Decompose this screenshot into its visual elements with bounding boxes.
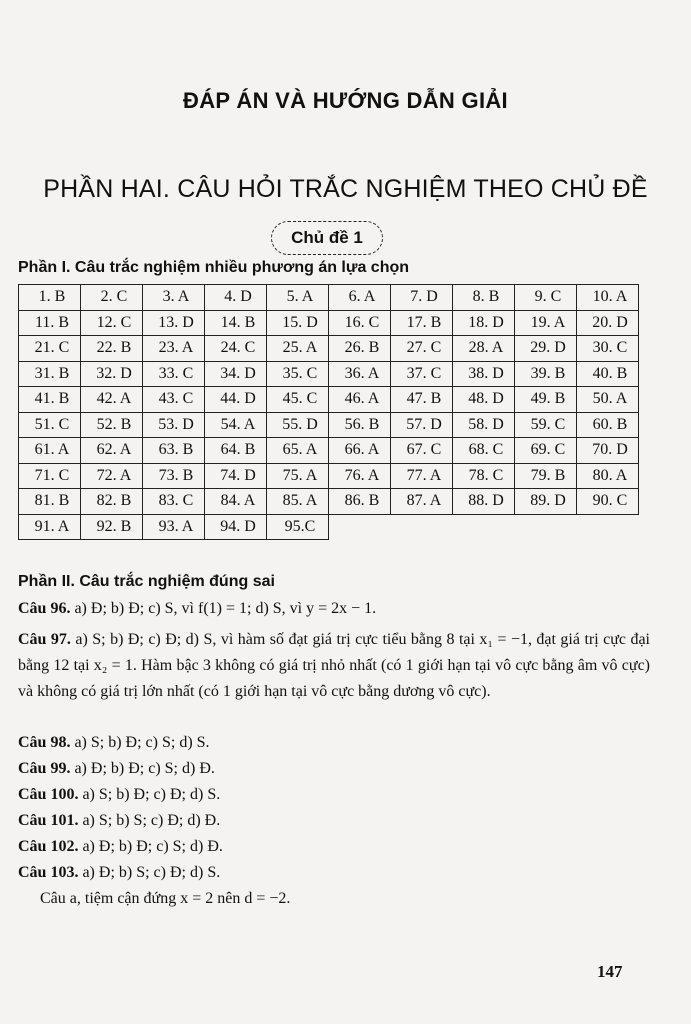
answer-cell: 82. B [81, 489, 143, 515]
section2-title: Phần II. Câu trắc nghiệm đúng sai [18, 573, 275, 590]
answer-row [19, 310, 639, 336]
answer-cell: 87. A [391, 489, 453, 515]
answer-cell: 76. A [329, 463, 391, 489]
answer-cell: 28. A [453, 336, 515, 362]
answer-cell: 31. B [19, 361, 81, 387]
question-label: Câu 100. [18, 786, 79, 803]
answer-cell: 64. B [205, 438, 267, 464]
part-title: PHẦN HAI. CÂU HỎI TRẮC NGHIỆM THEO CHỦ ĐỀ [43, 175, 648, 203]
question-text: a) S; b) S; c) Đ; d) Đ. [78, 812, 221, 829]
answer-cell: 37. C [391, 361, 453, 387]
answer-row [19, 463, 639, 489]
answer-cell: 22. B [81, 336, 143, 362]
answer-cell: 90. C [577, 489, 639, 515]
answer-cell: 34. D [205, 361, 267, 387]
answer-cell: 30. C [577, 336, 639, 362]
answer-cell: 53. D [143, 412, 205, 438]
question-text: a) S; b) Đ; c) Đ; d) S, vì hàm số đạt giá trị cực tiểu bằng 8 tại x₁ = −1, đạt giá trị cực đại bằng 12 tại x₂ = 1. Hàm bậc 3 không có giá trị nhỏ nhất (có 1 giới hạn tại vô cực bằng âm vô cực) và không có giá trị lớn nhất (có 1 giới hạn tại vô cực bằng dương vô cực). [18, 631, 651, 700]
section1-title: Phần I. Câu trắc nghiệm nhiều phương án lựa chọn [18, 259, 410, 276]
answer-cell: 54. A [205, 412, 267, 438]
answer-cell: 45. C [267, 387, 329, 413]
answer-cell: 36. A [329, 361, 391, 387]
question-label: Câu 103. [18, 864, 79, 881]
answer-cell: 88. D [453, 489, 515, 515]
question-102 [18, 834, 650, 860]
answer-cell: 66. A [329, 438, 391, 464]
answer-cell: 42. A [81, 387, 143, 413]
heading: ĐÁP ÁN VÀ HƯỚNG DẪN GIẢI [183, 88, 508, 113]
answer-cell: 35. C [267, 361, 329, 387]
question-text: a) Đ; b) Đ; c) S, vì f(1) = 1; d) S, vì y = 2x − 1. [70, 600, 377, 617]
question-text: a) Đ; b) Đ; c) S; d) Đ. [78, 838, 223, 855]
answer-cell: 95.C [267, 514, 329, 540]
answer-cell: 21. C [19, 336, 81, 362]
answer-cell [329, 514, 391, 540]
answer-cell: 47. B [391, 387, 453, 413]
answer-cell: 38. D [453, 361, 515, 387]
answer-cell: 49. B [515, 387, 577, 413]
question-text: a) S; b) Đ; c) S; d) S. [70, 734, 210, 751]
answer-cell: 41. B [19, 387, 81, 413]
answer-cell: 85. A [267, 489, 329, 515]
answer-cell: 26. B [329, 336, 391, 362]
answer-cell: 2. C [81, 285, 143, 311]
answer-cell: 60. B [577, 412, 639, 438]
question-label: Câu 97. [18, 631, 71, 648]
question-label: Câu 96. [18, 600, 71, 617]
answer-row [19, 336, 639, 362]
answer-cell: 46. A [329, 387, 391, 413]
question-103 [18, 860, 650, 886]
answer-cell: 81. B [19, 489, 81, 515]
answer-cell: 67. C [391, 438, 453, 464]
answer-cell: 78. C [453, 463, 515, 489]
answer-cell: 18. D [453, 310, 515, 336]
answer-cell: 92. B [81, 514, 143, 540]
answer-row [19, 514, 639, 540]
question-98 [18, 730, 650, 756]
answer-cell: 80. A [577, 463, 639, 489]
answer-cell: 7. D [391, 285, 453, 311]
answer-cell: 24. C [205, 336, 267, 362]
topic-badge: Chủ đề 1 [271, 221, 383, 255]
answer-row [19, 412, 639, 438]
answer-cell: 71. C [19, 463, 81, 489]
answer-cell: 79. B [515, 463, 577, 489]
answer-row [19, 387, 639, 413]
answer-cell: 65. A [267, 438, 329, 464]
answer-cell: 57. D [391, 412, 453, 438]
note: Câu a, tiệm cận đứng x = 2 nên d = −2. [40, 890, 291, 907]
answer-cell: 11. B [19, 310, 81, 336]
answer-cell: 89. D [515, 489, 577, 515]
answer-cell: 32. D [81, 361, 143, 387]
answer-cell: 12. C [81, 310, 143, 336]
answer-cell: 91. A [19, 514, 81, 540]
answer-row [19, 361, 639, 387]
answer-cell: 14. B [205, 310, 267, 336]
question-label: Câu 98. [18, 734, 71, 751]
answer-cell: 43. C [143, 387, 205, 413]
answer-cell: 23. A [143, 336, 205, 362]
answer-cell: 73. B [143, 463, 205, 489]
answer-table [18, 284, 639, 540]
question-text: a) Đ; b) Đ; c) S; d) Đ. [70, 760, 215, 777]
answer-cell [453, 514, 515, 540]
answer-cell: 94. D [205, 514, 267, 540]
answer-cell: 17. B [391, 310, 453, 336]
answer-cell: 25. A [267, 336, 329, 362]
answer-cell: 27. C [391, 336, 453, 362]
answer-cell: 84. A [205, 489, 267, 515]
answer-cell: 20. D [577, 310, 639, 336]
answer-cell: 59. C [515, 412, 577, 438]
answer-cell: 72. A [81, 463, 143, 489]
answer-row [19, 489, 639, 515]
answer-cell: 5. A [267, 285, 329, 311]
answer-cell: 52. B [81, 412, 143, 438]
answer-cell: 44. D [205, 387, 267, 413]
answer-cell [515, 514, 577, 540]
answer-cell: 77. A [391, 463, 453, 489]
answer-cell: 33. C [143, 361, 205, 387]
answer-cell: 70. D [577, 438, 639, 464]
answer-cell: 29. D [515, 336, 577, 362]
question-96 [18, 596, 650, 622]
question-text: a) S; b) Đ; c) Đ; d) S. [78, 786, 221, 803]
answer-cell: 10. A [577, 285, 639, 311]
answer-cell: 68. C [453, 438, 515, 464]
answer-cell: 62. A [81, 438, 143, 464]
answer-cell: 16. C [329, 310, 391, 336]
answer-cell: 8. B [453, 285, 515, 311]
answer-cell: 83. C [143, 489, 205, 515]
question-label: Câu 101. [18, 812, 79, 829]
answer-cell: 1. B [19, 285, 81, 311]
question-label: Câu 99. [18, 760, 71, 777]
answer-cell: 86. B [329, 489, 391, 515]
answer-cell: 39. B [515, 361, 577, 387]
answer-row [19, 438, 639, 464]
answer-cell: 58. D [453, 412, 515, 438]
question-97 [18, 627, 650, 705]
answer-cell: 93. A [143, 514, 205, 540]
question-text: a) Đ; b) S; c) Đ; d) S. [78, 864, 221, 881]
answer-cell: 48. D [453, 387, 515, 413]
answer-cell: 15. D [267, 310, 329, 336]
answer-cell: 19. A [515, 310, 577, 336]
answer-cell: 75. A [267, 463, 329, 489]
answer-cell: 61. A [19, 438, 81, 464]
question-101 [18, 808, 650, 834]
answer-cell: 56. B [329, 412, 391, 438]
answer-cell: 50. A [577, 387, 639, 413]
answer-cell [577, 514, 639, 540]
page-number: 147 [597, 962, 623, 981]
answer-cell [391, 514, 453, 540]
question-100 [18, 782, 650, 808]
question-label: Câu 102. [18, 838, 79, 855]
answer-cell: 9. C [515, 285, 577, 311]
answer-cell: 69. C [515, 438, 577, 464]
answer-cell: 3. A [143, 285, 205, 311]
answer-cell: 74. D [205, 463, 267, 489]
answer-cell: 51. C [19, 412, 81, 438]
answer-cell: 6. A [329, 285, 391, 311]
answer-row [19, 285, 639, 311]
answer-cell: 55. D [267, 412, 329, 438]
answer-cell: 13. D [143, 310, 205, 336]
answer-cell: 40. B [577, 361, 639, 387]
answer-cell: 4. D [205, 285, 267, 311]
answer-cell: 63. B [143, 438, 205, 464]
question-99 [18, 756, 650, 782]
